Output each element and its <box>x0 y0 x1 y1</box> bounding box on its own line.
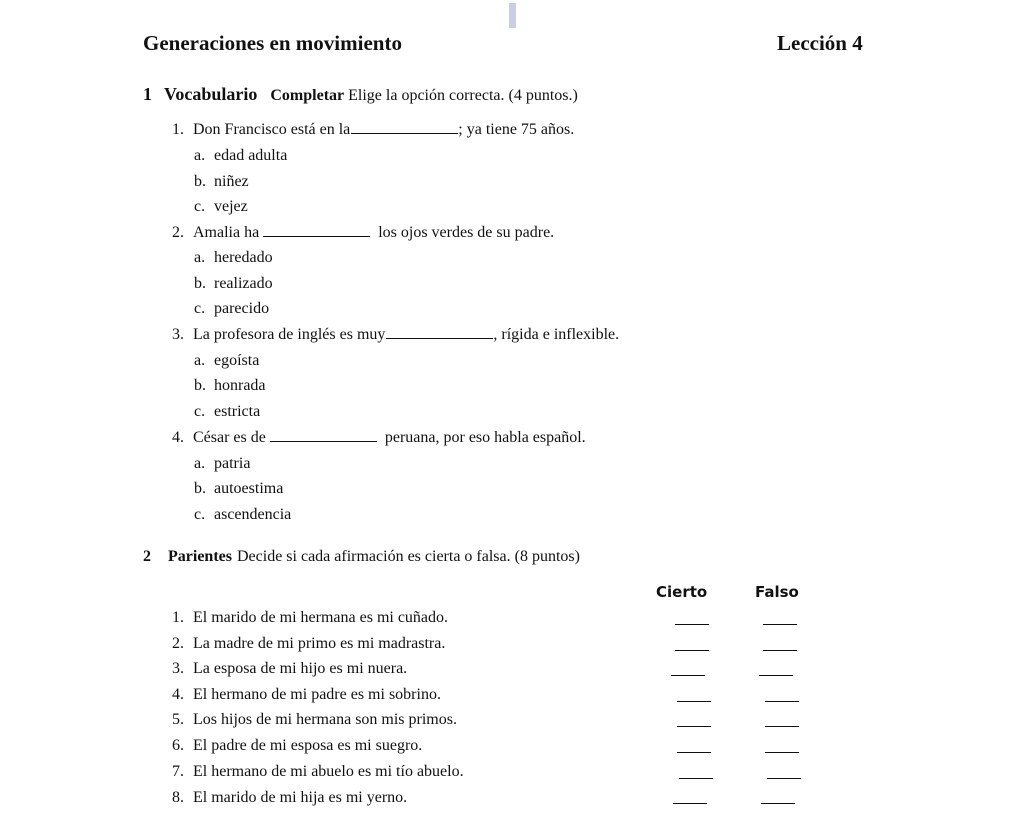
falso-blank-5[interactable] <box>765 726 799 727</box>
option-1a[interactable] <box>194 147 287 165</box>
statement-8 <box>172 789 407 807</box>
statement-text: El marido de mi hija es mi yerno. <box>193 789 408 806</box>
statement-number: 2. <box>172 635 184 652</box>
statement-number: 3. <box>172 660 184 677</box>
section1-title: Vocabulario <box>164 84 258 104</box>
option-letter: b. <box>194 480 206 497</box>
statement-2 <box>172 635 445 653</box>
cierto-blank-8[interactable] <box>673 803 707 804</box>
answer-blank[interactable] <box>270 429 377 442</box>
option-letter: a. <box>194 249 206 266</box>
statement-4 <box>172 686 441 704</box>
answer-blank[interactable] <box>263 224 370 237</box>
option-text: honrada <box>214 377 266 394</box>
cierto-blank-5[interactable] <box>677 726 711 727</box>
section2-title: Parientes <box>168 548 232 565</box>
option-4a[interactable] <box>194 455 250 473</box>
option-letter: a. <box>194 352 206 369</box>
option-2c[interactable] <box>194 300 269 318</box>
statement-number: 6. <box>172 737 184 754</box>
option-letter: c. <box>194 300 206 317</box>
question-text-before: La profesora de inglés es muy <box>193 326 386 343</box>
column-header-cierto: Cierto <box>656 583 708 601</box>
statement-text: La esposa de mi hijo es mi nuera. <box>193 660 408 677</box>
statement-text: El padre de mi esposa es mi suegro. <box>193 737 423 754</box>
statement-text: El hermano de mi abuelo es mi tío abuelo. <box>193 763 464 780</box>
statement-text: La madre de mi primo es mi madrastra. <box>193 635 446 652</box>
answer-blank[interactable] <box>386 326 493 339</box>
question-2 <box>172 224 554 242</box>
option-text: autoestima <box>214 480 284 497</box>
option-4b[interactable] <box>194 480 283 498</box>
section2-heading <box>143 548 580 566</box>
question-text-before: César es de <box>193 429 266 446</box>
option-text: parecido <box>214 300 270 317</box>
option-text: edad adulta <box>214 147 288 164</box>
statement-3 <box>172 660 407 678</box>
option-text: ascendencia <box>214 506 292 523</box>
section1-heading <box>143 84 578 105</box>
option-text: egoísta <box>214 352 260 369</box>
falso-blank-8[interactable] <box>761 803 795 804</box>
option-1c[interactable] <box>194 198 248 216</box>
cierto-blank-6[interactable] <box>677 752 711 753</box>
statement-5 <box>172 711 457 729</box>
option-text: niñez <box>214 173 249 190</box>
statement-number: 1. <box>172 609 184 626</box>
lesson-label: Lección 4 <box>777 31 863 55</box>
question-text-before: Don Francisco está en la <box>193 121 351 138</box>
question-number: 1. <box>172 121 184 138</box>
section2-number: 2 <box>143 548 151 565</box>
question-4 <box>172 429 586 447</box>
statement-text: Los hijos de mi hermana son mis primos. <box>193 711 457 728</box>
option-1b[interactable] <box>194 173 249 191</box>
option-4c[interactable] <box>194 506 291 524</box>
question-text-after: los ojos verdes de su padre. <box>378 224 555 241</box>
cierto-blank-3[interactable] <box>671 675 705 676</box>
option-2b[interactable] <box>194 275 273 293</box>
statement-6 <box>172 737 422 755</box>
option-text: vejez <box>214 198 248 215</box>
section1-subtitle: Completar <box>270 87 345 104</box>
section1-number: 1 <box>143 84 152 104</box>
option-text: estricta <box>214 403 261 420</box>
cierto-blank-7[interactable] <box>679 778 713 779</box>
question-number: 4. <box>172 429 184 446</box>
option-letter: b. <box>194 377 206 394</box>
statement-number: 4. <box>172 686 184 703</box>
option-text: patria <box>214 455 251 472</box>
option-text: heredado <box>214 249 273 266</box>
question-text-after: ; ya tiene 75 años. <box>458 121 575 138</box>
option-letter: b. <box>194 173 206 190</box>
option-letter: a. <box>194 455 206 472</box>
section2-instructions: Decide si cada afirmación es cierta o falsa. (8 puntos) <box>236 548 580 565</box>
worksheet-title: Generaciones en movimiento <box>143 31 402 55</box>
column-header-falso: Falso <box>755 583 799 601</box>
question-number: 3. <box>172 326 184 343</box>
question-text-before: Amalia ha <box>193 224 260 241</box>
statement-text: El marido de mi hermana es mi cuñado. <box>193 609 449 626</box>
option-letter: b. <box>194 275 206 292</box>
statement-number: 8. <box>172 789 184 806</box>
option-letter: c. <box>194 403 206 420</box>
falso-blank-6[interactable] <box>765 752 799 753</box>
option-letter: a. <box>194 147 206 164</box>
statement-number: 5. <box>172 711 184 728</box>
option-letter: c. <box>194 506 206 523</box>
question-text-after: peruana, por eso habla español. <box>384 429 586 446</box>
option-3a[interactable] <box>194 352 259 370</box>
falso-blank-7[interactable] <box>767 778 801 779</box>
question-text-after: , rígida e inflexible. <box>493 326 620 343</box>
falso-blank-1[interactable] <box>763 624 797 625</box>
falso-blank-3[interactable] <box>759 675 793 676</box>
statement-1 <box>172 609 448 627</box>
option-3c[interactable] <box>194 403 260 421</box>
falso-blank-2[interactable] <box>763 650 797 651</box>
statement-7 <box>172 763 464 781</box>
question-number: 2. <box>172 224 184 241</box>
question-3 <box>172 326 619 344</box>
cierto-blank-2[interactable] <box>675 650 709 651</box>
answer-blank[interactable] <box>351 121 458 134</box>
option-text: realizado <box>214 275 273 292</box>
cierto-blank-4[interactable] <box>677 701 711 702</box>
option-letter: c. <box>194 198 206 215</box>
cierto-blank-1[interactable] <box>675 624 709 625</box>
option-3b[interactable] <box>194 377 266 395</box>
text-cursor-marker <box>509 3 516 28</box>
question-1 <box>172 121 574 139</box>
statement-number: 7. <box>172 763 184 780</box>
section1-instructions: Elige la opción correcta. (4 puntos.) <box>348 87 578 104</box>
statement-text: El hermano de mi padre es mi sobrino. <box>193 686 441 703</box>
option-2a[interactable] <box>194 249 273 267</box>
falso-blank-4[interactable] <box>765 701 799 702</box>
